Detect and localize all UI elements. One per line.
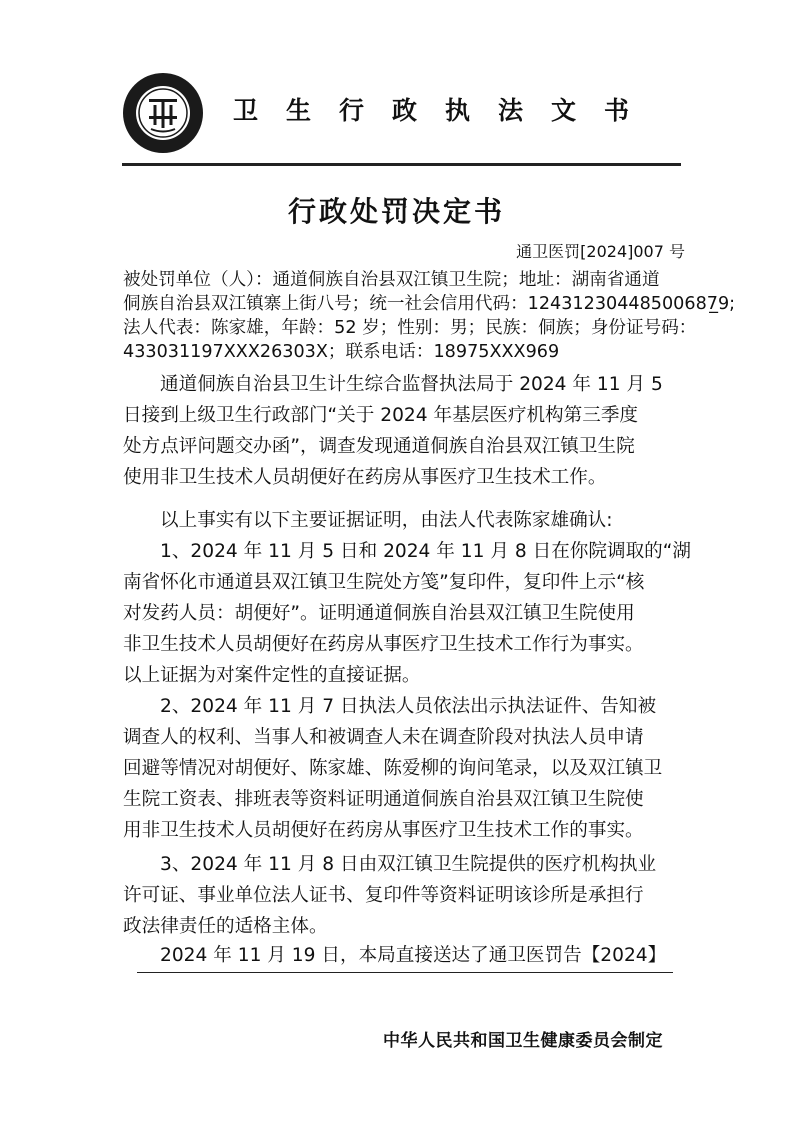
body-line: 生院工资表、排班表等资料证明通道侗族自治县双江镇卫生院使 <box>123 789 644 810</box>
party-line: 被处罚单位（人）：通道侗族自治县双江镇卫生院；地址：湖南省通道 <box>123 270 660 290</box>
header-title: 卫生行政执法文书 <box>233 96 658 125</box>
body-line: 3、2024 年 11 月 8 日由双江镇卫生院提供的医疗机构执业 <box>160 854 657 875</box>
body-line: 调查人的权利、当事人和被调查人未在调查阶段对执法人员申请 <box>123 727 644 748</box>
body-line: 使用非卫生技术人员胡便好在药房从事医疗卫生技术工作。 <box>123 467 607 488</box>
footer-organization: 中华人民共和国卫生健康委员会制定 <box>383 1031 663 1051</box>
body-line: 许可证、事业单位法人证书、复印件等资料证明该诊所是承担行 <box>123 885 644 906</box>
party-line: 法人代表：陈家雄，年龄：52 岁；性别：男；民族：侗族；身份证号码： <box>123 318 697 338</box>
body-line: 非卫生技术人员胡便好在药房从事医疗卫生技术工作行为事实。 <box>123 634 644 655</box>
body-line: 政法律责任的适格主体。 <box>123 916 328 937</box>
body-line: 以上证据为对案件定性的直接证据。 <box>123 665 421 686</box>
body-line: 1、2024 年 11 月 5 日和 2024 年 11 月 8 日在你院调取的“湖 <box>160 541 692 562</box>
body-line: 回避等情况对胡便好、陈家雄、陈爱柳的询问笔录，以及双江镇卫 <box>123 758 663 779</box>
party-line: 433031197XXX26303X；联系电话：18975XXX969 <box>123 342 560 362</box>
body-line: 处方点评问题交办函”，调查发现通道侗族自治县双江镇卫生院 <box>123 436 635 457</box>
document-number: 通卫医罚[2024]007 号 <box>516 242 685 261</box>
body-line: 以上事实有以下主要证据证明，由法人代表陈家雄确认: <box>160 510 613 531</box>
header-divider <box>122 163 681 166</box>
health-inspection-emblem-icon <box>122 72 204 154</box>
body-line: 对发药人员：胡便好”。证明通道侗族自治县双江镇卫生院使用 <box>123 603 635 624</box>
body-line: 日接到上级卫生行政部门“关于 2024 年基层医疗机构第三季度 <box>123 405 639 426</box>
document-title: 行政处罚决定书 <box>287 195 505 228</box>
body-line: 南省怀化市通道县双江镇卫生院处方笺”复印件，复印件上示“核 <box>123 572 645 593</box>
body-line: 用非卫生技术人员胡便好在药房从事医疗卫生技术工作的事实。 <box>123 820 644 841</box>
body-line: 通道侗族自治县卫生计生综合监督执法局于 2024 年 11 月 5 <box>160 374 663 395</box>
party-line: 侗族自治县双江镇寨上街八号；统一社会信用代码：12431230448500687̲9; <box>123 294 736 314</box>
body-line: 2、2024 年 11 月 7 日执法人员依法出示执法证件、告知被 <box>160 696 657 717</box>
footer-divider <box>137 972 673 973</box>
body-line: 2024 年 11 月 19 日，本局直接送达了通卫医罚告【2024】 <box>160 945 667 966</box>
